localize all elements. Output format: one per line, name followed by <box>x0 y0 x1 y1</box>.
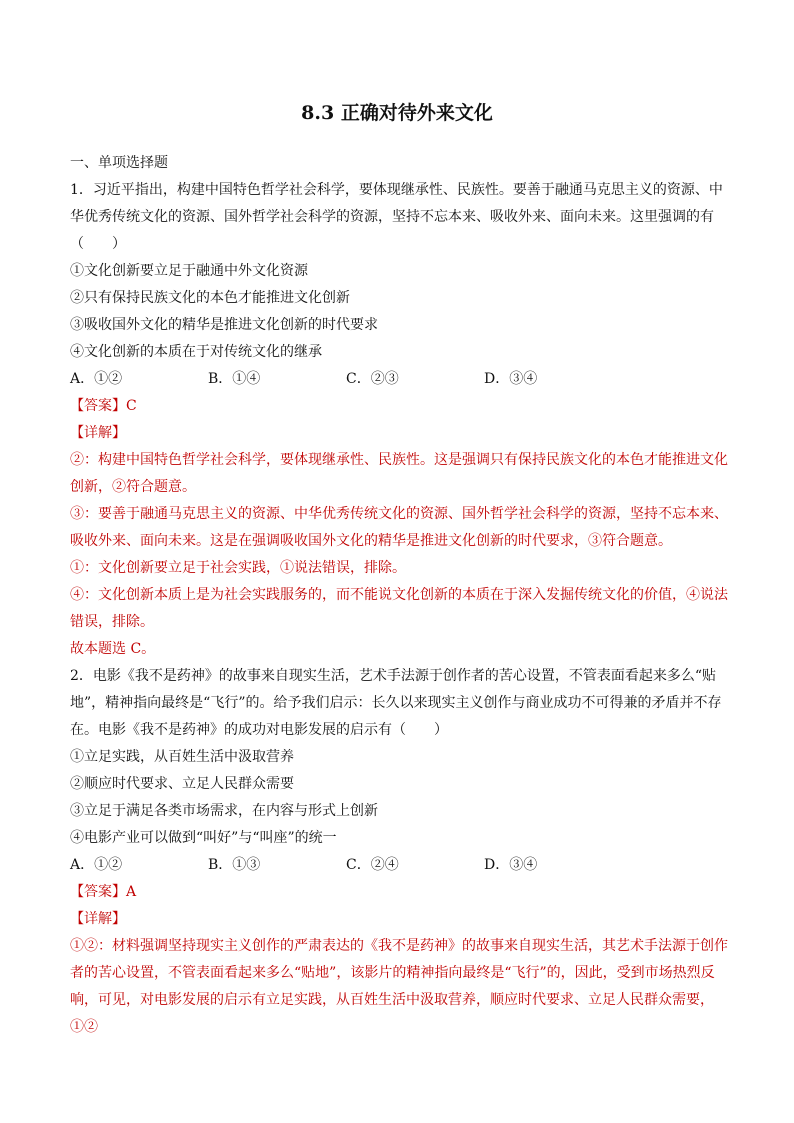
q1-statement-4: ④文化创新的本质在于对传统文化的继承 <box>70 344 322 360</box>
q1-explain-1: ②：构建中国特色哲学社会科学，要体现继承性、民族性。这是强调只有保持民族文化的本色才能推进文化创新，②符合题意。 <box>70 452 728 495</box>
q1-answer: 【答案】C <box>70 398 137 414</box>
q2-explain-label: 【详解】 <box>70 911 126 927</box>
q2-statement-1: ①立足实践，从百姓生活中汲取营养 <box>70 749 294 765</box>
q2-option-b: B．①③ <box>208 857 261 873</box>
q2-statement-2: ②顺应时代要求、立足人民群众需要 <box>70 776 294 792</box>
q2-statement-3: ③立足于满足各类市场需求，在内容与形式上创新 <box>70 803 378 819</box>
section-heading: 一、单项选择题 <box>70 155 168 171</box>
document-body <box>70 150 730 1041</box>
q2-statement-4: ④电影产业可以做到“叫好”与“叫座”的统一 <box>70 830 337 846</box>
q1-option-a: A．①② <box>70 371 123 387</box>
q2-option-c: C．②④ <box>346 857 399 873</box>
q1-option-d: D．③④ <box>484 371 538 387</box>
q1-statement-3: ③吸收国外文化的精华是推进文化创新的时代要求 <box>70 317 378 333</box>
q2-answer: 【答案】A <box>70 884 137 900</box>
q1-statement-1: ①文化创新要立足于融通中外文化资源 <box>70 263 308 279</box>
q1-options <box>70 366 730 393</box>
q1-explain-4: ④：文化创新本质上是为社会实践服务的，而不能说文化创新的本质在于深入发掘传统文化的价值，④说法错误，排除。 <box>70 587 728 630</box>
q1-option-c: C．②③ <box>346 371 399 387</box>
q2-options <box>70 852 730 879</box>
q1-explain-2: ③：要善于融通马克思主义的资源、中华优秀传统文化的资源、国外哲学社会科学的资源，坚持不忘本来、吸收外来、面向未来。这是在强调吸收国外文化的精华是推进文化创新的时代要求，③符合题意。 <box>70 506 728 549</box>
q2-explain-1: ①②：材料强调坚持现实主义创作的严肃表达的《我不是药神》的故事来自现实生活，其艺术手法源于创作者的苦心设置，不管表面看起来多么“贴地”，该影片的精神指向最终是“飞行”的，因此，受到市场热烈反响，可见，对电影发展的启示有立足实践，从百姓生活中汲取营养，顺应时代要求、立足人民群众需要，①② <box>70 938 728 1035</box>
q2-option-a: A．①② <box>70 857 123 873</box>
q1-option-b: B．①④ <box>208 371 261 387</box>
q1-explain-3: ①：文化创新要立足于社会实践，①说法错误，排除。 <box>70 560 406 576</box>
question-2-stem: 2．电影《我不是药神》的故事来自现实生活，艺术手法源于创作者的苦心设置，不管表面看起来多么“贴地”，精神指向最终是“飞行”的。给予我们启示：长久以来现实主义创作与商业成功不可得兼的矛盾并不存在。电影《我不是药神》的成功对电影发展的启示有（ ） <box>70 668 722 738</box>
q1-conclusion: 故本题选 C。 <box>70 641 156 657</box>
q1-statement-2: ②只有保持民族文化的本色才能推进文化创新 <box>70 290 350 306</box>
q2-option-d: D．③④ <box>484 857 538 873</box>
question-1-stem: 1．习近平指出，构建中国特色哲学社会科学，要体现继承性、民族性。要善于融通马克思主义的资源、中华优秀传统文化的资源、国外哲学社会科学的资源，坚持不忘本来、吸收外来、面向未来。这里强调的有（ ） <box>70 182 723 252</box>
page-title: 8.3 正确对待外来文化 <box>301 102 493 124</box>
q1-explain-label: 【详解】 <box>70 425 126 441</box>
